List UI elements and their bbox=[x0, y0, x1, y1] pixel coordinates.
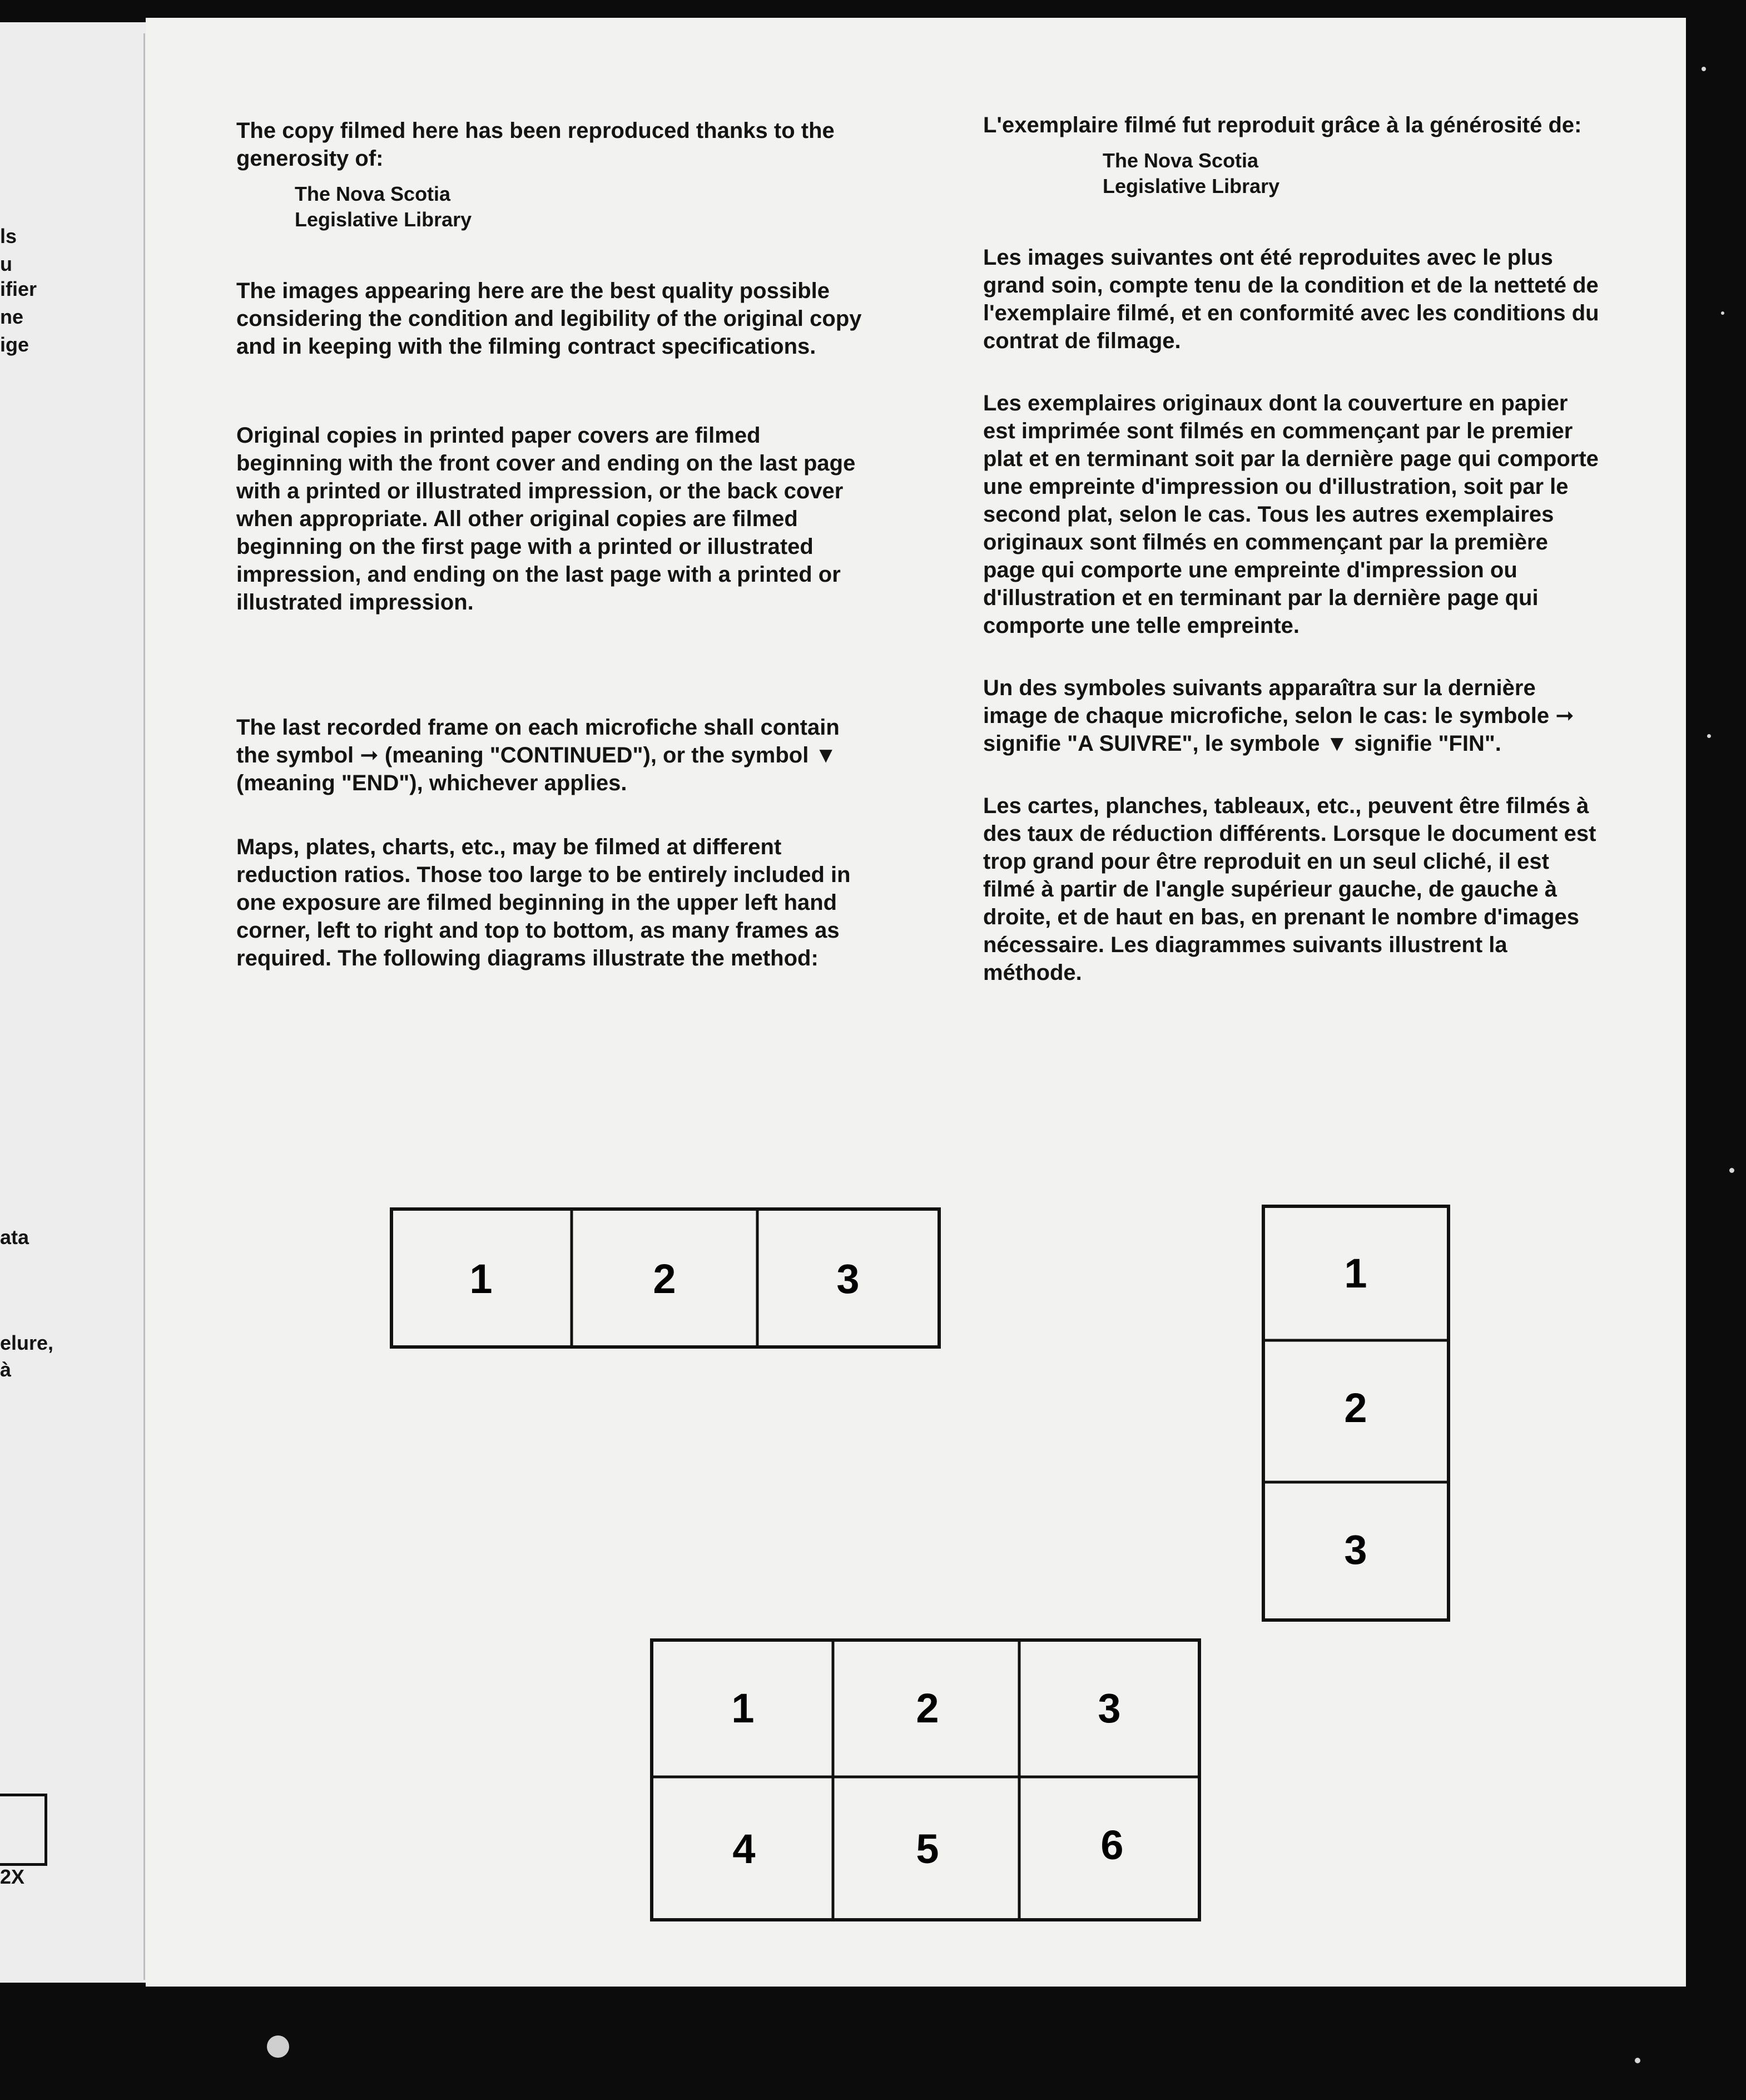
diagram-grid-cell-2: 2 bbox=[916, 1685, 939, 1731]
diagram-grid-cell-5: 5 bbox=[916, 1826, 939, 1872]
english-originals: Original copies in printed paper covers are filmed beginning with the front cover and ending on the last page with a printed or illustrated impression, or the back cover when appropriate. All other original copies are filmed beginning on the first page with a printed or illustrated impression, and ending on the last page with a printed or illustrated impression. bbox=[236, 423, 856, 615]
left-fragment-3: ifier bbox=[0, 278, 37, 300]
left-page-fragment bbox=[0, 22, 146, 1983]
english-library bbox=[295, 181, 865, 232]
english-quality: The images appearing here are the best quality possible considering the condition and legibility of the original copy and in keeping with the filming contract specifications. bbox=[236, 279, 862, 359]
left-fragment-8: à bbox=[0, 1358, 12, 1381]
left-fragment-7: elure, bbox=[0, 1331, 54, 1354]
english-maps: Maps, plates, charts, etc., may be filmed at different reduction ratios. Those too large to be entirely included in one exposure are filmed beginning in the upper left hand corner, left to right and top to bottom, as many frames as required. The following diagrams illustrate the method: bbox=[236, 835, 851, 970]
english-library-line1: The Nova Scotia bbox=[295, 182, 451, 205]
left-fragment-6: ata bbox=[0, 1226, 29, 1249]
english-column bbox=[236, 117, 865, 972]
french-originals: Les exemplaires originaux dont la couverture en papier est imprimée sont filmés en commençant par le premier plat et en terminant soit par la dernière page qui comporte une empreinte d'impression ou d'illustration, soit par le second plat, selon le cas. Tous les autres exemplaires originaux sont filmés en commençant par la première page qui comporte une empreinte d'impression ou d'illustration et en terminant par la dernière page qui comporte une telle empreinte. bbox=[983, 391, 1599, 638]
diagram-grid-cell-4: 4 bbox=[732, 1826, 756, 1872]
diagram-horizontal-cell-1: 1 bbox=[469, 1256, 493, 1302]
left-fragment-5: ige bbox=[0, 333, 29, 356]
left-fragment-9: 2X bbox=[0, 1865, 25, 1888]
english-thanks: The copy filmed here has been reproduced thanks to the generosity of: bbox=[236, 118, 835, 171]
diagram-grid bbox=[649, 1638, 1203, 1924]
diagram-vertical-cell-2: 2 bbox=[1344, 1385, 1367, 1431]
film-speck bbox=[1635, 2058, 1640, 2063]
film-speck bbox=[1729, 1168, 1734, 1173]
french-library bbox=[1103, 148, 1600, 199]
diagram-grid-frame bbox=[652, 1640, 1199, 1920]
diagram-horizontal-cell-2: 2 bbox=[653, 1256, 676, 1302]
diagram-horizontal bbox=[389, 1207, 943, 1351]
film-speck bbox=[1707, 734, 1711, 738]
diagram-vertical bbox=[1261, 1204, 1453, 1624]
film-speck bbox=[1721, 311, 1724, 315]
film-speck bbox=[1702, 67, 1706, 71]
diagram-vertical-cell-3: 3 bbox=[1344, 1527, 1367, 1573]
french-library-line2: Legislative Library bbox=[1103, 175, 1280, 197]
english-library-line2: Legislative Library bbox=[295, 208, 472, 231]
left-fragment-4: ne bbox=[0, 305, 24, 328]
diagram-grid-cell-1: 1 bbox=[731, 1685, 755, 1731]
left-fragment-1: ls bbox=[0, 225, 17, 247]
french-thanks: L'exemplaire filmé fut reproduit grâce à la générosité de: bbox=[983, 113, 1582, 137]
french-maps: Les cartes, planches, tableaux, etc., peuvent être filmés à des taux de réduction différents. Lorsque le document est trop grand pour être reproduit en un seul cliché, il est filmé à partir de l'angle supérieur gauche, de gauche à droite, et de haut en bas, en prenant le nombre d'images nécessaire. Les diagrammes suivants illustrent la méthode. bbox=[983, 794, 1596, 985]
french-column bbox=[983, 111, 1600, 987]
french-library-line1: The Nova Scotia bbox=[1103, 149, 1259, 172]
diagram-horizontal-cell-3: 3 bbox=[836, 1256, 860, 1302]
french-quality: Les images suivantes ont été reproduites avec le plus grand soin, compte tenu de la condition et de la netteté de l'exemplaire filmé, et en conformité avec les conditions du contrat de filmage. bbox=[983, 245, 1599, 353]
diagram-grid-cell-3: 3 bbox=[1098, 1685, 1121, 1731]
resolution-target-box bbox=[0, 1794, 47, 1866]
english-symbols: The last recorded frame on each microfiche shall contain the symbol ➞ (meaning "CONTINUED"), or the symbol ▼ (meaning "END"), whichever applies. bbox=[236, 715, 840, 795]
page-fold bbox=[143, 33, 145, 1980]
film-speck bbox=[267, 2035, 289, 2058]
diagram-vertical-cell-1: 1 bbox=[1344, 1250, 1367, 1296]
french-symbols: Un des symboles suivants apparaîtra sur la dernière image de chaque microfiche, selon le cas: le symbole ➞ signifie "A SUIVRE", le symbole ▼ signifie "FIN". bbox=[983, 676, 1574, 756]
diagram-grid-cell-6: 6 bbox=[1100, 1822, 1124, 1868]
left-fragment-2: u bbox=[0, 252, 12, 275]
